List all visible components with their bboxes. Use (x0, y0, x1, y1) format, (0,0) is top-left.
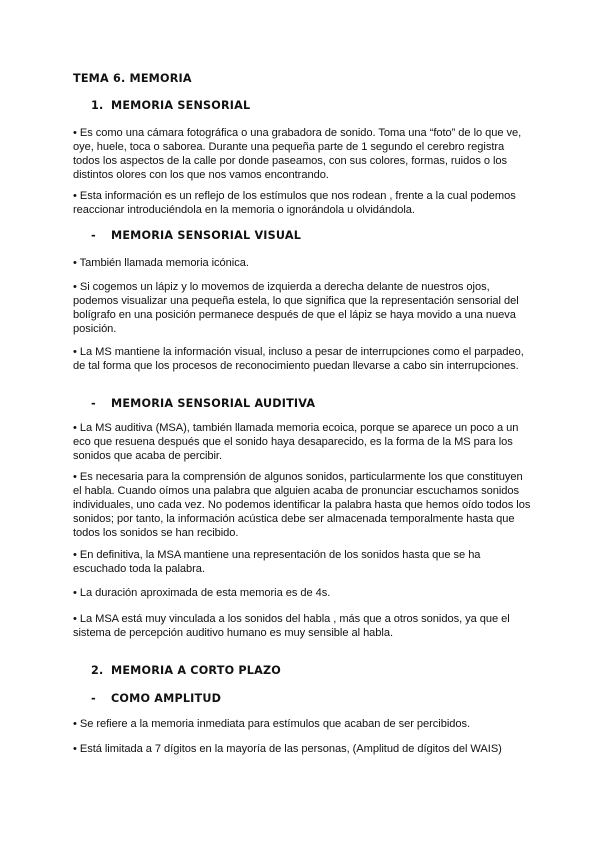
subsection-label: MEMORIA SENSORIAL VISUAL (111, 229, 302, 242)
paragraph: • La duración aproximada de esta memoria es de 4s. (73, 587, 331, 599)
section-number: 2. (91, 664, 104, 677)
paragraph: • La MSA está muy vinculada a los sonidos del habla , más que a otros sonidos, ya que el sistema de percepción auditivo humano es muy sensible al habla. (73, 613, 510, 639)
subsection-dash: - (91, 229, 96, 242)
paragraph: • La MS auditiva (MSA), también llamada memoria ecoica, porque se aparece un poco a un eco que resuena después que el sonido haya desaparecido, es la forma de la MS para los sonidos que acaba de percibir. (73, 422, 519, 462)
section-heading-2 (91, 664, 281, 677)
subsection-heading-visual (91, 229, 301, 242)
subsection-dash: - (91, 397, 96, 410)
section-number: 1. (91, 99, 104, 112)
paragraph: • Se refiere a la memoria inmediata para estímulos que acaban de ser percibidos. (73, 718, 471, 730)
paragraph: • Si cogemos un lápiz y lo movemos de izquierda a derecha delante de nuestros ojos, podemos visualizar una pequeña estela, lo que significa que la representación sensorial del bolígrafo en una posición permanece después de que el lápiz se haya movido a una nueva posición. (73, 281, 519, 335)
document-title: TEMA 6. MEMORIA (73, 72, 192, 85)
section-heading-1 (91, 99, 250, 112)
paragraph: • Es como una cámara fotográfica o una grabadora de sonido. Toma una “foto” de lo que ve, oye, huele, toca o saborea. Durante una pequeña parte de 1 segundo el cerebro registra todos los aspectos de la calle por donde paseamos, con sus colores, formas, ruidos o los distintos olores con los que nos vamos encontrando. (73, 127, 522, 181)
subsection-heading-amplitud (91, 692, 221, 705)
paragraph: • Es necesaria para la comprensión de algunos sonidos, particularmente los que constituyen el habla. Cuando oímos una palabra que alguien acaba de pronunciar escuchamos sonidos individuales, uno cada vez. No podemos identificar la palabra hasta que hemos oído todos los sonidos; por tanto, la información acústica debe ser almacenada temporalmente hasta que todos los sonidos se han recibido. (73, 471, 531, 539)
section-label: MEMORIA A CORTO PLAZO (111, 664, 281, 677)
subsection-heading-auditiva (91, 397, 315, 410)
subsection-label: COMO AMPLITUD (111, 692, 222, 705)
subsection-dash: - (91, 692, 96, 705)
subsection-label: MEMORIA SENSORIAL AUDITIVA (111, 397, 316, 410)
paragraph: • También llamada memoria icónica. (73, 257, 249, 269)
paragraph: • Está limitada a 7 dígitos en la mayoría de las personas, (Amplitud de dígitos del WAIS) (73, 743, 502, 755)
paragraph: • La MS mantiene la información visual, incluso a pesar de interrupciones como el parpadeo, de tal forma que los procesos de reconocimiento puedan llevarse a cabo sin interrupciones. (73, 346, 524, 372)
paragraph: • En definitiva, la MSA mantiene una representación de los sonidos hasta que se ha escuchado toda la palabra. (73, 549, 481, 575)
paragraph: • Esta información es un reflejo de los estímulos que nos rodean , frente a la cual podemos reaccionar introduciéndola en la memoria o ignorándola u olvidándola. (73, 190, 516, 216)
section-label: MEMORIA SENSORIAL (111, 99, 251, 112)
